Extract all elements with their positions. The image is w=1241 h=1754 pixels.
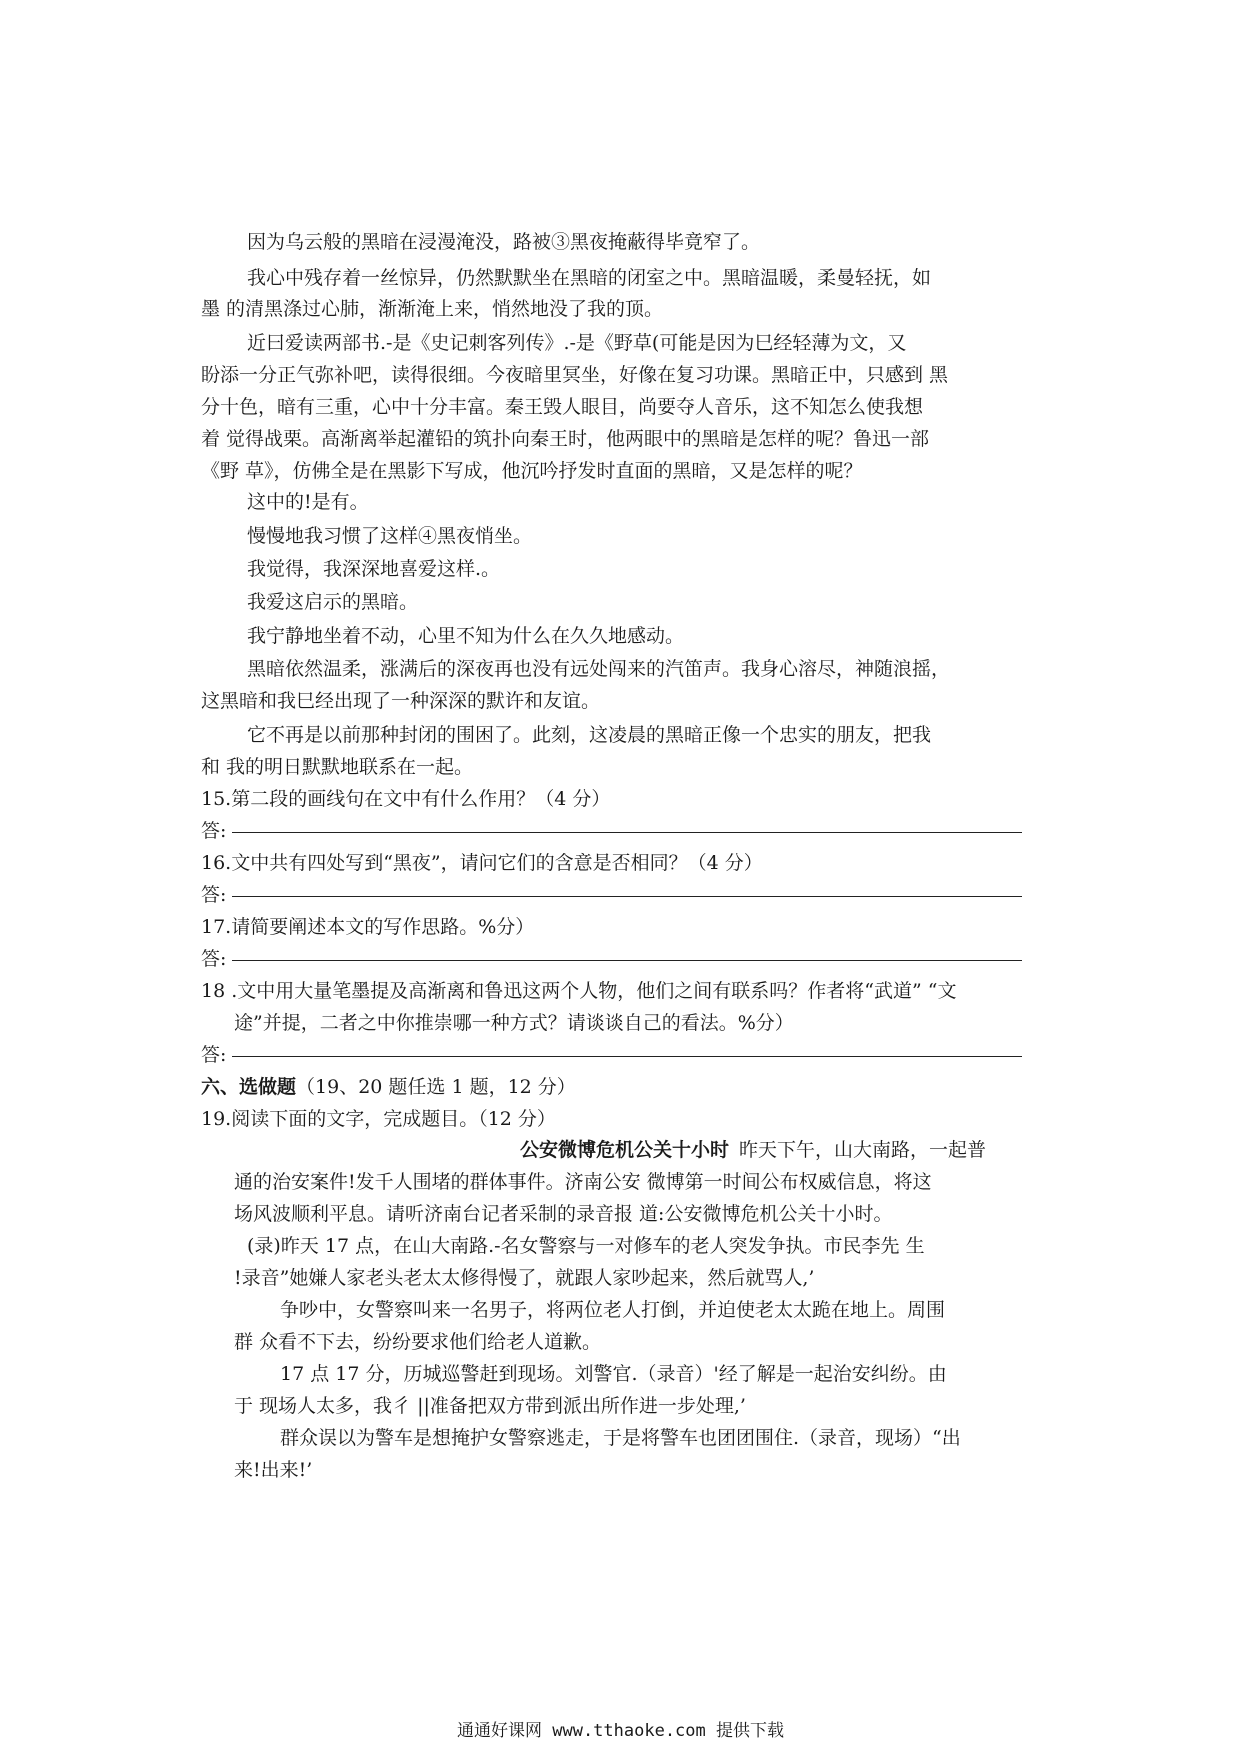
article-title-line bbox=[520, 1134, 986, 1166]
passage-line: 墨 的清黑涤过心肺，渐渐淹上来，悄然地没了我的顶。 bbox=[201, 298, 664, 320]
passage-line: 我爱这启示的黑暗。 bbox=[247, 591, 419, 613]
passage-line: 着 觉得战栗。高渐离举起灌铅的筑扑向秦王时，他两眼中的黑暗是怎样的呢？鲁迅一部 bbox=[201, 428, 930, 450]
passage-line: 慢慢地我习惯了这样④黑夜悄坐。 bbox=[247, 525, 533, 547]
question-16: 16.文中共有四处写到“黑夜”，请问它们的含意是否相同？（4 分） bbox=[201, 852, 763, 874]
answer-line-17[interactable] bbox=[201, 943, 1022, 975]
passage-line: 这黑暗和我巳经出现了一种深深的默许和友谊。 bbox=[201, 690, 601, 712]
question-15: 15.第二段的画线句在文中有什么作用？（4 分） bbox=[201, 788, 611, 810]
question-17: 17.请简要阐述本文的写作思路。%分） bbox=[201, 916, 535, 938]
article-line: 群 众看不下去，纷纷要求他们给老人道歉。 bbox=[234, 1331, 602, 1353]
section-six-heading bbox=[201, 1071, 576, 1103]
passage-line: 近曰爱读两部书.-是《史记刺客列传》.-是《野草(可能是因为巳经轻薄为文，又 bbox=[247, 332, 907, 354]
article-line: 于 现场人太多，我彳 ||准备把双方带到派出所作进一步处理,’ bbox=[234, 1395, 746, 1417]
article-title: 公安微博危机公关十小时 bbox=[520, 1139, 730, 1161]
passage-line: 这中的!是有。 bbox=[247, 491, 369, 513]
article-line: 来!出来!’ bbox=[234, 1459, 313, 1481]
answer-line-18[interactable] bbox=[201, 1039, 1022, 1071]
article-line: 17 点 17 分，历城巡警赶到现场。刘警官.（录音）'经了解是一起治安纠纷。由 bbox=[280, 1363, 947, 1385]
passage-line: 我心中残存着一丝惊异，仍然默默坐在黑暗的闭室之中。黑暗温暖，柔曼轻抚，如 bbox=[247, 267, 932, 289]
passage-line: 盼添一分正气弥补吧，读得很细。今夜暗里冥坐，好像在复习功课。黑暗正中，只感到 黑 bbox=[201, 364, 949, 386]
section-six-title: 六、选做题 bbox=[201, 1076, 297, 1098]
question-18-continued: 途”并提，二者之中你推崇哪一种方式？请谈谈自己的看法。%分） bbox=[234, 1012, 794, 1034]
article-line: 场风波顺利平息。请听济南台记者采制的录音报 道:公安微博危机公关十小时。 bbox=[234, 1203, 893, 1225]
passage-line: 它不再是以前那种封闭的围困了。此刻，这凌晨的黑暗正像一个忠实的朋友，把我 bbox=[247, 724, 932, 746]
passage-line: 《野 草》，仿佛全是在黑影下写成，他沉吟抒发时直面的黑暗，又是怎样的呢？ bbox=[201, 460, 863, 482]
passage-line: 和 我的明日默默地联系在一起。 bbox=[201, 756, 474, 778]
passage-line: 我觉得，我深深地喜爱这样.。 bbox=[247, 558, 501, 580]
answer-label: 答: bbox=[201, 820, 227, 842]
answer-label: 答: bbox=[201, 948, 227, 970]
page-footer: 通通好课网 www.tthaoke.com 提供下载 bbox=[457, 1721, 784, 1741]
answer-line-15[interactable] bbox=[201, 815, 1022, 847]
section-six-instructions: （19、20 题任选 1 题，12 分） bbox=[296, 1076, 576, 1098]
answer-label: 答: bbox=[201, 884, 227, 906]
passage-line: 黑暗依然温柔，涨满后的深夜再也没有远处闯来的汽笛声。我身心溶尽，神随浪摇， bbox=[247, 658, 951, 680]
question-18: 18 .文中用大量笔墨提及高渐离和鲁迅这两个人物，他们之间有联系吗？作者将“武道” “文 bbox=[201, 980, 957, 1002]
passage-line: 我宁静地坐着不动，心里不知为什么在久久地感动。 bbox=[247, 625, 685, 647]
passage-line: 分十色，暗有三重，心中十分丰富。秦王毁人眼目，尚要夺人音乐，这不知怎么使我想 bbox=[201, 396, 924, 418]
article-line: 群众误以为警车是想掩护女警察逃走，于是将警车也团团围住.（录音，现场）“出 bbox=[280, 1427, 961, 1449]
passage-line: 因为乌云般的黑暗在浸漫淹没，路被③黑夜掩蔽得毕竟窄了。 bbox=[247, 231, 761, 253]
article-line: 昨天下午，山大南路，一起普 bbox=[739, 1139, 987, 1161]
article-line: (录)昨天 17 点，在山大南路.-名女警察与一对修车的老人突发争执。市民李先 生 bbox=[247, 1235, 925, 1257]
article-line: !录音”她嫌人家老头老太太修得慢了，就跟人家吵起来，然后就骂人,’ bbox=[234, 1267, 815, 1289]
answer-line-16[interactable] bbox=[201, 879, 1022, 911]
article-line: 争吵中，女警察叫来一名男子，将两位老人打倒，并迫使老太太跪在地上。周围 bbox=[280, 1299, 946, 1321]
question-19: 19.阅读下面的文字，完成题目。（12 分） bbox=[201, 1108, 556, 1130]
answer-label: 答: bbox=[201, 1044, 227, 1066]
article-line: 通的治安案件!发千人围堵的群体事件。济南公安 微博第一时间公布权威信息，将这 bbox=[234, 1171, 932, 1193]
